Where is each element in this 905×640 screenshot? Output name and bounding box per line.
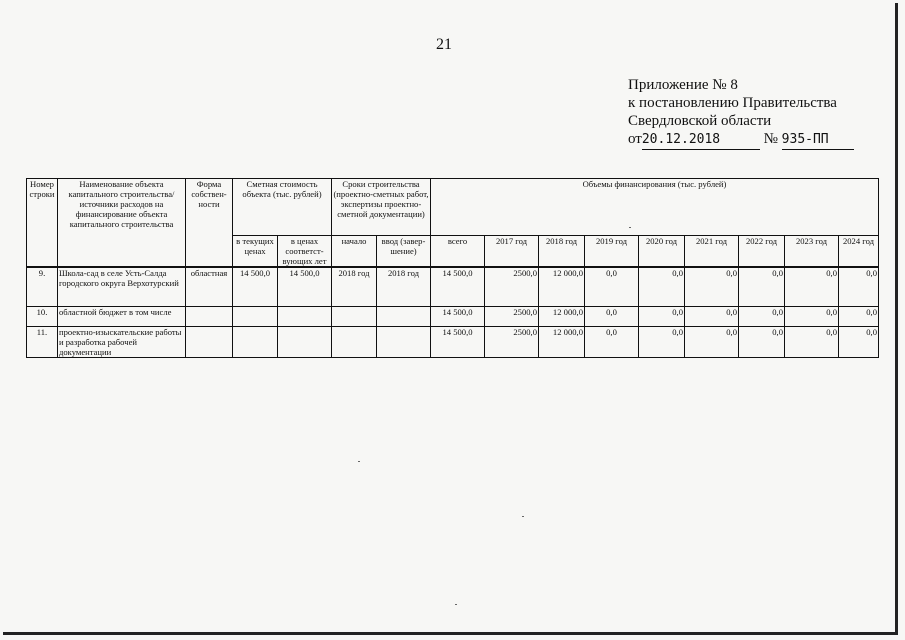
row-start-cell — [332, 327, 377, 358]
col-estimate-current-header: в текущих ценах — [233, 236, 278, 268]
col-total-header: всего — [431, 236, 485, 268]
decree-date: 20.12.2018 — [642, 131, 760, 150]
row-year-cell: 0,0 — [739, 267, 785, 307]
row-year-cell: 0,0 — [639, 327, 685, 358]
row-end-cell: 2018 год — [377, 267, 431, 307]
row-year-cell: 0,0 — [685, 327, 739, 358]
row-number-cell: 11. — [27, 327, 58, 358]
decree-line: к постановлению Правительства — [628, 95, 837, 111]
col-year-header: 2017 год — [485, 236, 539, 268]
row-year-cell: 0,0 — [839, 327, 879, 358]
row-total-cell: 14 500,0 — [431, 327, 485, 358]
from-label: от — [628, 131, 642, 147]
col-estimate-years-header: в ценах соответст-вующих лет — [278, 236, 332, 268]
row-estimate-years-cell — [278, 307, 332, 327]
table-row — [27, 307, 879, 327]
col-ownership-header: Форма собствен-ности — [186, 179, 233, 268]
row-end-cell — [377, 327, 431, 358]
number-label: № — [763, 131, 778, 147]
col-name-header: Наименование объекта капитального строительства/ источники расходов на финансирование объекта капитального строительства — [58, 179, 186, 268]
col-estimate-header: Сметная стоимость объекта (тыс. рублей) — [233, 179, 332, 236]
region-line: Свердловской области — [628, 113, 772, 129]
col-year-header: 2024 год — [839, 236, 879, 268]
row-ownership-cell — [186, 307, 233, 327]
row-year-cell: 0,0 — [585, 307, 639, 327]
header-row-1 — [27, 179, 879, 236]
row-number-cell: 10. — [27, 307, 58, 327]
appendix-title: Приложение № 8 — [628, 77, 738, 93]
col-year-header: 2019 год — [585, 236, 639, 268]
row-start-cell — [332, 307, 377, 327]
date-number-line — [628, 130, 854, 150]
col-year-header: 2018 год — [539, 236, 585, 268]
row-estimate-years-cell — [278, 327, 332, 358]
row-year-cell: 0,0 — [785, 267, 839, 307]
appendix-header — [628, 76, 854, 150]
row-estimate-current-cell — [233, 307, 278, 327]
row-year-cell: 2500,0 — [485, 267, 539, 307]
row-year-cell: 2500,0 — [485, 327, 539, 358]
row-start-cell: 2018 год — [332, 267, 377, 307]
table-row — [27, 267, 879, 307]
row-year-cell: 0,0 — [839, 307, 879, 327]
row-end-cell — [377, 307, 431, 327]
row-year-cell: 12 000,0 — [539, 267, 585, 307]
row-year-cell: 2500,0 — [485, 307, 539, 327]
row-year-cell: 0,0 — [839, 267, 879, 307]
row-name-cell: Школа-сад в селе Усть-Салда городского округа Верхотурский — [58, 267, 186, 307]
row-year-cell: 12 000,0 — [539, 327, 585, 358]
row-year-cell: 0,0 — [685, 307, 739, 327]
row-total-cell: 14 500,0 — [431, 307, 485, 327]
row-year-cell: 0,0 — [585, 267, 639, 307]
row-number-cell: 9. — [27, 267, 58, 307]
row-year-cell: 0,0 — [739, 307, 785, 327]
row-year-cell: 0,0 — [639, 267, 685, 307]
col-year-header: 2021 год — [685, 236, 739, 268]
row-year-cell: 0,0 — [585, 327, 639, 358]
col-volumes-header: Объемы финансирования (тыс. рублей) — [431, 179, 879, 236]
row-year-cell: 12 000,0 — [539, 307, 585, 327]
row-year-cell: 0,0 — [739, 327, 785, 358]
col-terms-header: Сроки строительства (проектно-сметных работ, экспертизы проектно-сметной документации) — [332, 179, 431, 236]
row-ownership-cell — [186, 327, 233, 358]
row-year-cell: 0,0 — [639, 307, 685, 327]
col-start-header: начало — [332, 236, 377, 268]
financing-table — [26, 178, 879, 358]
col-row-number-header: Номер строки — [27, 179, 58, 268]
row-year-cell: 0,0 — [785, 307, 839, 327]
decree-number: 935-ПП — [782, 131, 854, 150]
page-number: 21 — [436, 36, 452, 53]
row-name-cell: областной бюджет в том числе — [58, 307, 186, 327]
row-estimate-current-cell — [233, 327, 278, 358]
row-estimate-current-cell: 14 500,0 — [233, 267, 278, 307]
row-year-cell: 0,0 — [685, 267, 739, 307]
row-ownership-cell: областная — [186, 267, 233, 307]
row-name-cell: проектно-изыскательские работы и разработка рабочей документации — [58, 327, 186, 358]
row-year-cell: 0,0 — [785, 327, 839, 358]
col-year-header: 2023 год — [785, 236, 839, 268]
col-end-header: ввод (завер-шение) — [377, 236, 431, 268]
row-total-cell: 14 500,0 — [431, 267, 485, 307]
col-year-header: 2022 год — [739, 236, 785, 268]
row-estimate-years-cell: 14 500,0 — [278, 267, 332, 307]
table-row — [27, 327, 879, 358]
col-year-header: 2020 год — [639, 236, 685, 268]
